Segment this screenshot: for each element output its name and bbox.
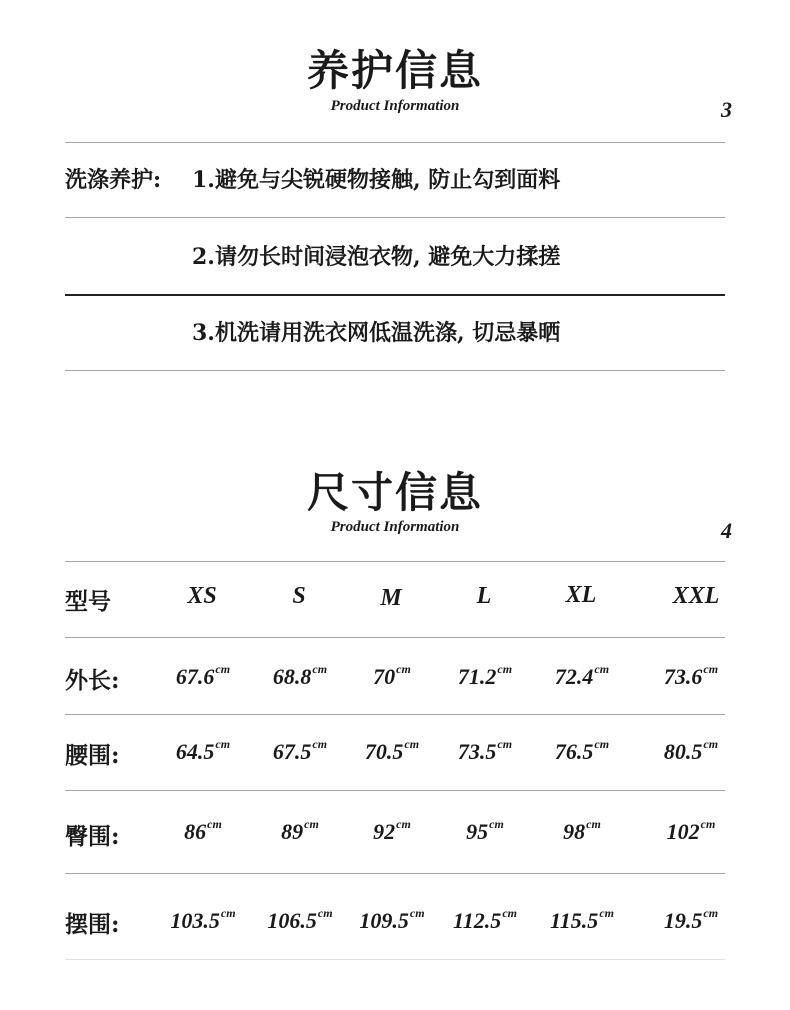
- size-xl-header: XL: [565, 582, 597, 608]
- size-cell: $70.5^{cm}$: [364, 737, 420, 764]
- care-divider-bottom: [65, 370, 725, 371]
- size-cell: $103.5^{cm}$: [170, 906, 236, 933]
- size-xxl-header: XXL: [672, 583, 720, 609]
- size-cell: $92^{cm}$: [373, 817, 411, 844]
- care-line-2: 2.请勿长时间浸泡衣物, 避免大力揉搓: [192, 244, 561, 270]
- size-cell: $115.5^{cm}$: [550, 906, 614, 933]
- size-cell: $64.5^{cm}$: [175, 737, 231, 764]
- size-s-header: S: [292, 583, 306, 609]
- size-section-number: 4: [721, 518, 732, 543]
- size-cell: $109.5^{cm}$: [359, 906, 425, 933]
- row-label: 外长:: [65, 667, 120, 694]
- row-label: 臀围:: [65, 823, 120, 850]
- size-cell: $67.5^{cm}$: [272, 737, 328, 764]
- size-cell: $95^{cm}$: [466, 817, 504, 844]
- size-cell: $86^{cm}$: [184, 817, 222, 844]
- row-label: 摆围:: [65, 911, 120, 938]
- size-cell: $76.5^{cm}$: [554, 737, 610, 764]
- size-divider-header: [65, 637, 725, 638]
- size-cell: $98^{cm}$: [563, 817, 601, 844]
- size-divider-row-1: [65, 714, 725, 715]
- size-cell: $112.5^{cm}$: [453, 906, 517, 933]
- care-divider-2: [65, 294, 725, 296]
- row-label: 腰围:: [65, 742, 120, 769]
- size-title: 尺寸信息: [306, 468, 483, 517]
- size-divider-row-3: [65, 873, 725, 874]
- care-line-1: 1.避免与尖锐硬物接触, 防止勾到面料: [192, 167, 561, 193]
- size-cell: $73.6^{cm}$: [663, 662, 719, 689]
- care-subtitle: Product Information: [330, 98, 460, 114]
- size-cell: $73.5^{cm}$: [457, 737, 513, 764]
- care-title: 养护信息: [306, 46, 483, 95]
- size-m-header: M: [380, 585, 402, 611]
- care-divider-1: [65, 217, 725, 218]
- size-cell: $89^{cm}$: [281, 817, 319, 844]
- size-l-header: L: [476, 583, 492, 609]
- care-label: 洗涤养护:: [65, 167, 162, 193]
- size-xs-header: XS: [187, 583, 217, 609]
- size-cell: $67.6^{cm}$: [175, 662, 231, 689]
- size-cell: $80.5^{cm}$: [663, 737, 719, 764]
- size-cell: $68.8^{cm}$: [272, 662, 328, 689]
- size-divider-bottom: [65, 959, 725, 960]
- size-divider-row-2: [65, 790, 725, 791]
- size-header-label: 型号: [65, 588, 111, 615]
- size-cell: $71.2^{cm}$: [457, 662, 513, 689]
- size-cell: $19.5^{cm}$: [663, 906, 719, 933]
- size-divider-top: [65, 561, 725, 562]
- care-divider-top: [65, 142, 725, 143]
- size-cell: $106.5^{cm}$: [267, 906, 333, 933]
- size-cell: $72.4^{cm}$: [554, 662, 610, 689]
- size-cell: $70^{cm}$: [373, 662, 411, 689]
- size-subtitle: Product Information: [330, 519, 460, 535]
- size-cell: $102^{cm}$: [666, 817, 716, 844]
- care-line-3: 3.机洗请用洗衣网低温洗涤, 切忌暴晒: [192, 320, 561, 346]
- care-section-number: 3: [721, 97, 732, 122]
